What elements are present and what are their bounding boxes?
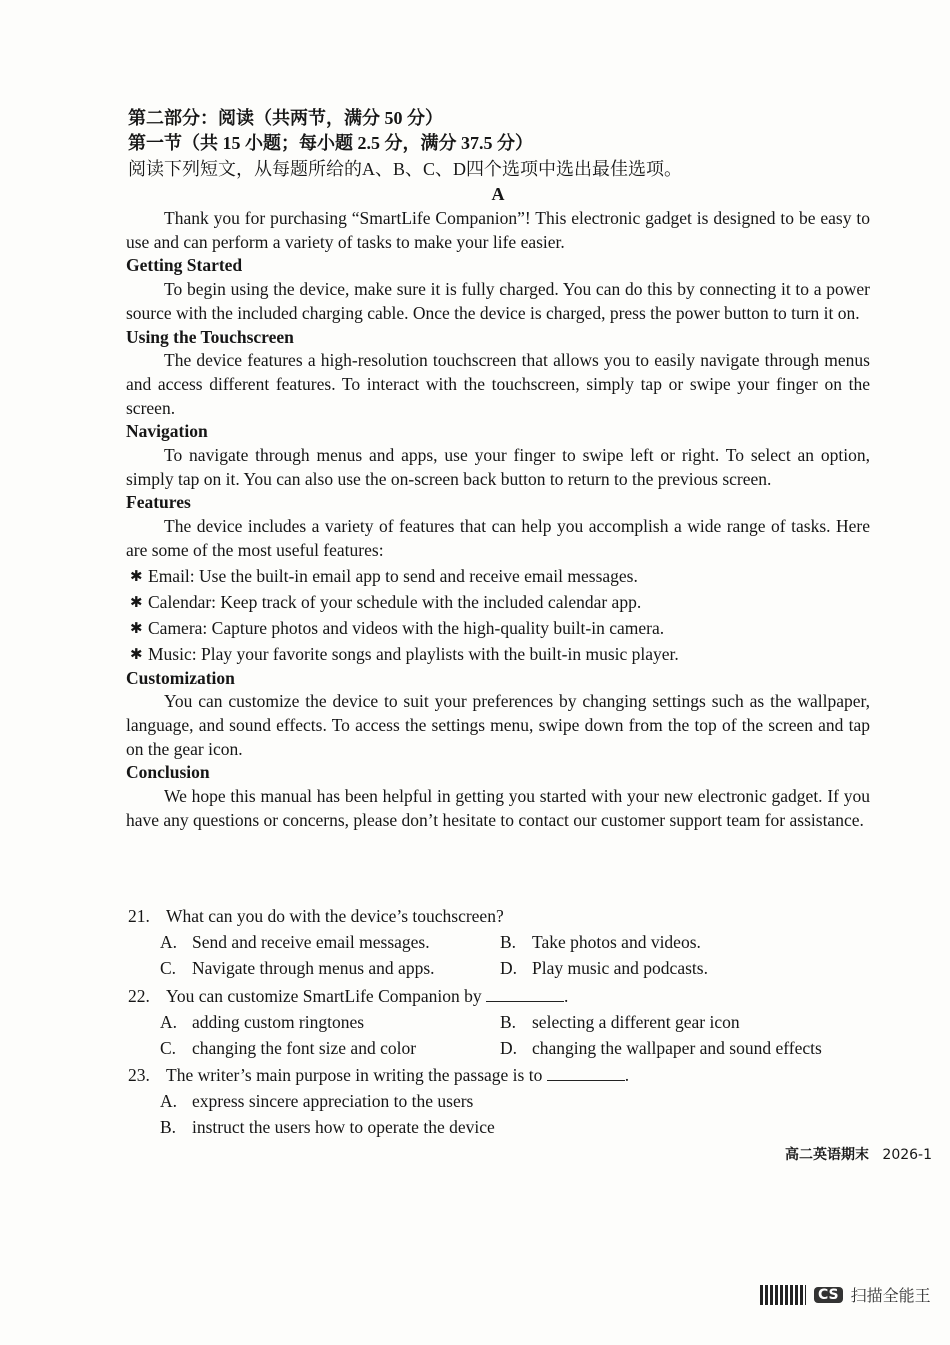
question-stem: You can customize SmartLife Companion by [166,986,482,1006]
feature-item [126,615,870,641]
question-stem: What can you do with the device’s touchscreen? [166,906,504,926]
feature-text: Camera: Capture photos and videos with the high-quality built-in camera. [148,617,665,638]
option-b[interactable]: B. Take photos and videos. [500,932,701,952]
part-title: 第二部分：阅读（共两节，满分 50 分） [128,108,443,128]
getting-started-paragraph: To begin using the device, make sure it is fully charged. You can do this by connecting it to a power source with the included charging cable. Once the device is charged, press the power button to turn it on. [126,279,870,323]
touchscreen-paragraph: The device features a high-resolution touchscreen that allows you to easily navigate through menus and access different features. To interact with the touchscreen, simply tap or swipe your finger on the screen. [126,350,870,418]
options [160,1009,888,1061]
customization-paragraph: You can customize the device to suit your preferences by changing settings such as the wallpaper, language, and sound effects. To access the settings menu, swipe down from the top of the screen and tap on the gear icon. [126,691,870,759]
question-22: 22. You can customize SmartLife Companion by . A. adding custom ringtones B. selecting a different gear icon C. changing the font size and color D. changing the wallpaper and sound effects [128,983,888,1061]
scanner-badge: CS [814,1287,843,1303]
getting-started-heading: Getting Started [126,255,243,276]
answer-blank [547,1064,625,1081]
gear-icon: ✱ [130,592,143,611]
question-number: 22. [128,986,150,1006]
passage-letter: A [491,184,505,204]
option-d[interactable]: D. changing the wallpaper and sound effects [500,1038,822,1058]
instruction: 阅读下列短文，从每题所给的A、B、C、D四个选项中选出最佳选项。 [128,159,683,179]
features-heading: Features [126,492,191,513]
question-21 [128,903,888,981]
question-stem: The writer’s main purpose in writing the passage is to [166,1065,543,1085]
option-a[interactable]: A. Send and receive email messages. [160,932,430,952]
option-c[interactable]: C. changing the font size and color [160,1038,417,1058]
scanner-app-name: 扫描全能王 [850,1286,931,1305]
question-number: 23. [128,1065,150,1085]
gear-icon: ✱ [130,618,143,637]
navigation-heading: Navigation [126,421,208,442]
answer-blank [486,985,564,1002]
section-title: 第一节（共 15 小题；每小题 2.5 分，满分 37.5 分） [128,133,533,153]
question-23: 23. The writer’s main purpose in writing the passage is to . A. express sincere appreciation to the users B. instruct the users how to operate the device [128,1062,888,1140]
features-paragraph: The device includes a variety of features that can help you accomplish a wide range of tasks. Here are some of the most useful features: [126,516,870,560]
option-b[interactable]: B. instruct the users how to operate the device [160,1117,495,1137]
intro-paragraph: Thank you for purchasing “SmartLife Companion”! This electronic gadget is designed to be easy to use and can perform a variety of tasks to make your life easier. [126,208,870,252]
conclusion-heading: Conclusion [126,762,210,783]
feature-text: Calendar: Keep track of your schedule with the included calendar app. [148,591,642,612]
options [160,929,888,981]
option-c[interactable]: C. Navigate through menus and apps. [160,958,435,978]
touchscreen-heading: Using the Touchscreen [126,326,294,347]
option-d[interactable]: D. Play music and podcasts. [500,958,708,978]
options [160,1088,888,1140]
scanner-watermark [760,1283,931,1306]
qr-code-icon [760,1285,806,1305]
feature-text: Music: Play your favorite songs and playlists with the built-in music player. [148,643,679,664]
question-number: 21. [128,906,150,926]
feature-text: Email: Use the built-in email app to send and receive email messages. [148,565,638,586]
conclusion-paragraph: We hope this manual has been helpful in getting you started with your new electronic gadget. If you have any questions or concerns, please don’t hesitate to contact our customer support team for assistance. [126,786,870,830]
feature-item [126,563,870,589]
option-a[interactable]: A. adding custom ringtones [160,1012,365,1032]
footer-code: 2026-1 [882,1147,932,1163]
footer-course: 高二英语期末 [785,1147,870,1163]
option-a[interactable]: A. express sincere appreciation to the users [160,1091,474,1111]
page-footer [785,1144,932,1164]
passage [126,207,870,832]
option-b[interactable]: B. selecting a different gear icon [500,1012,740,1032]
feature-item [126,641,870,667]
gear-icon: ✱ [130,644,143,663]
navigation-paragraph: To navigate through menus and apps, use your finger to swipe left or right. To select an option, simply tap on it. You can also use the on-screen back button to return to the previous screen. [126,445,870,489]
feature-item [126,589,870,615]
gear-icon: ✱ [130,566,143,585]
customization-heading: Customization [126,667,235,688]
